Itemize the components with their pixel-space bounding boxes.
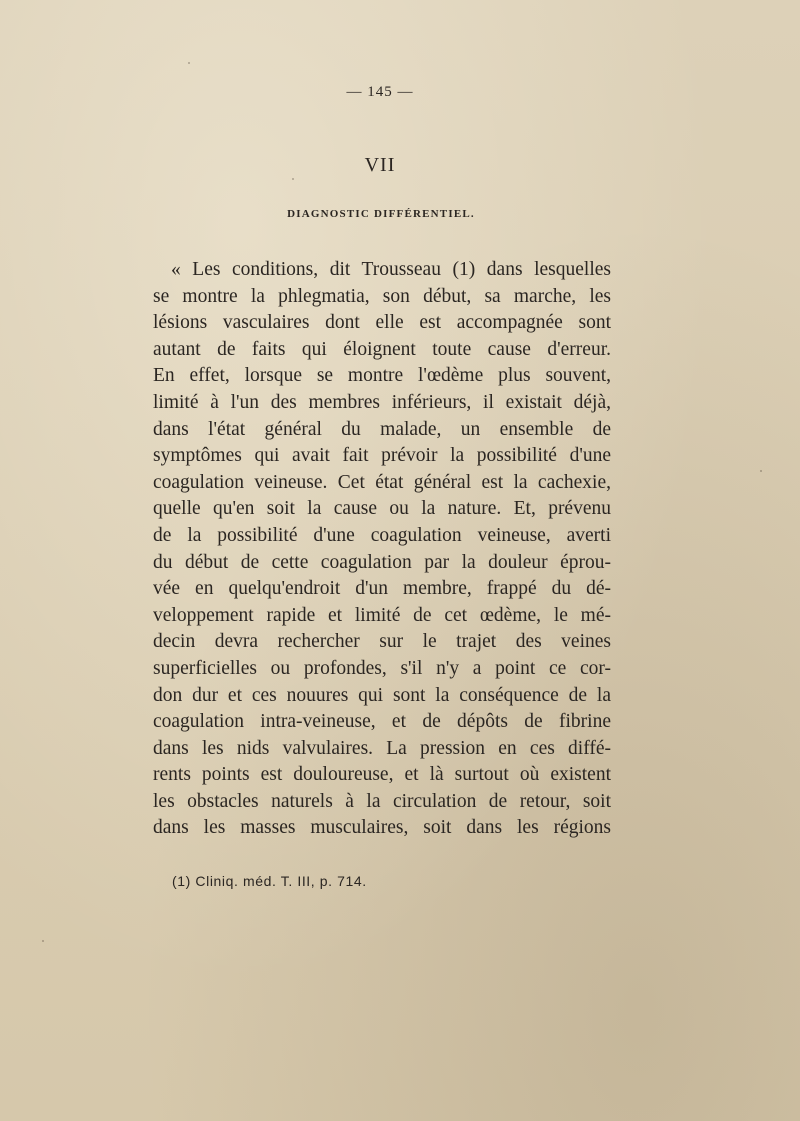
section-heading: DIAGNOSTIC DIFFÉRENTIEL. [287,208,475,220]
text-line: autant de faits qui éloignent toute cause d'erreur. [153,338,611,360]
text-line: En effet, lorsque se montre l'œdème plus souvent, [153,365,611,387]
page-number: — 145 — [346,84,414,100]
text-line: superficielles ou profondes, s'il n'y a point ce cor- [153,657,611,679]
paper-fleck [42,940,44,942]
text-line: decin devra rechercher sur le trajet des veines [153,631,611,653]
text-line: vée en quelqu'endroit d'un membre, frappé du dé- [153,578,611,600]
text-line: se montre la phlegmatia, son début, sa marche, les [153,285,611,307]
paper-fleck [188,62,190,64]
text-line: rents points est douloureuse, et là surtout où existent [153,764,611,786]
text-line: coagulation intra-veineuse, et de dépôts de fibrine [153,711,611,733]
text-line: don dur et ces nouures qui sont la conséquence de la [153,684,611,706]
chapter-numeral: VII [364,154,396,176]
text-line: du début de cette coagulation par la douleur éprou- [153,551,611,573]
text-line: quelle qu'en soit la cause ou la nature. Et, prévenu [153,498,611,520]
text-line: lésions vasculaires dont elle est accompagnée sont [153,312,611,334]
paper-fleck [760,470,762,472]
text-line: symptômes qui avait fait prévoir la possibilité d'une [153,445,611,467]
text-line: de la possibilité d'une coagulation veineuse, averti [153,524,611,546]
text-line: veloppement rapide et limité de cet œdème, le mé- [153,604,611,626]
text-line: « Les conditions, dit Trousseau (1) dans lesquelles [171,259,611,280]
paper-fleck [292,178,294,180]
footnote: (1) Cliniq. méd. T. III, p. 714. [172,873,367,889]
text-line: les obstacles naturels à la circulation de retour, soit [153,790,611,812]
text-line: limité à l'un des membres inférieurs, il existait déjà, [153,391,611,413]
text-line: dans l'état général du malade, un ensemble de [153,418,611,440]
text-line: coagulation veineuse. Cet état général est la cachexie, [153,471,611,493]
text-line: dans les nids valvulaires. La pression en ces diffé- [153,737,611,759]
text-line: dans les masses musculaires, soit dans les régions [153,817,611,839]
body-paragraph [153,257,611,842]
